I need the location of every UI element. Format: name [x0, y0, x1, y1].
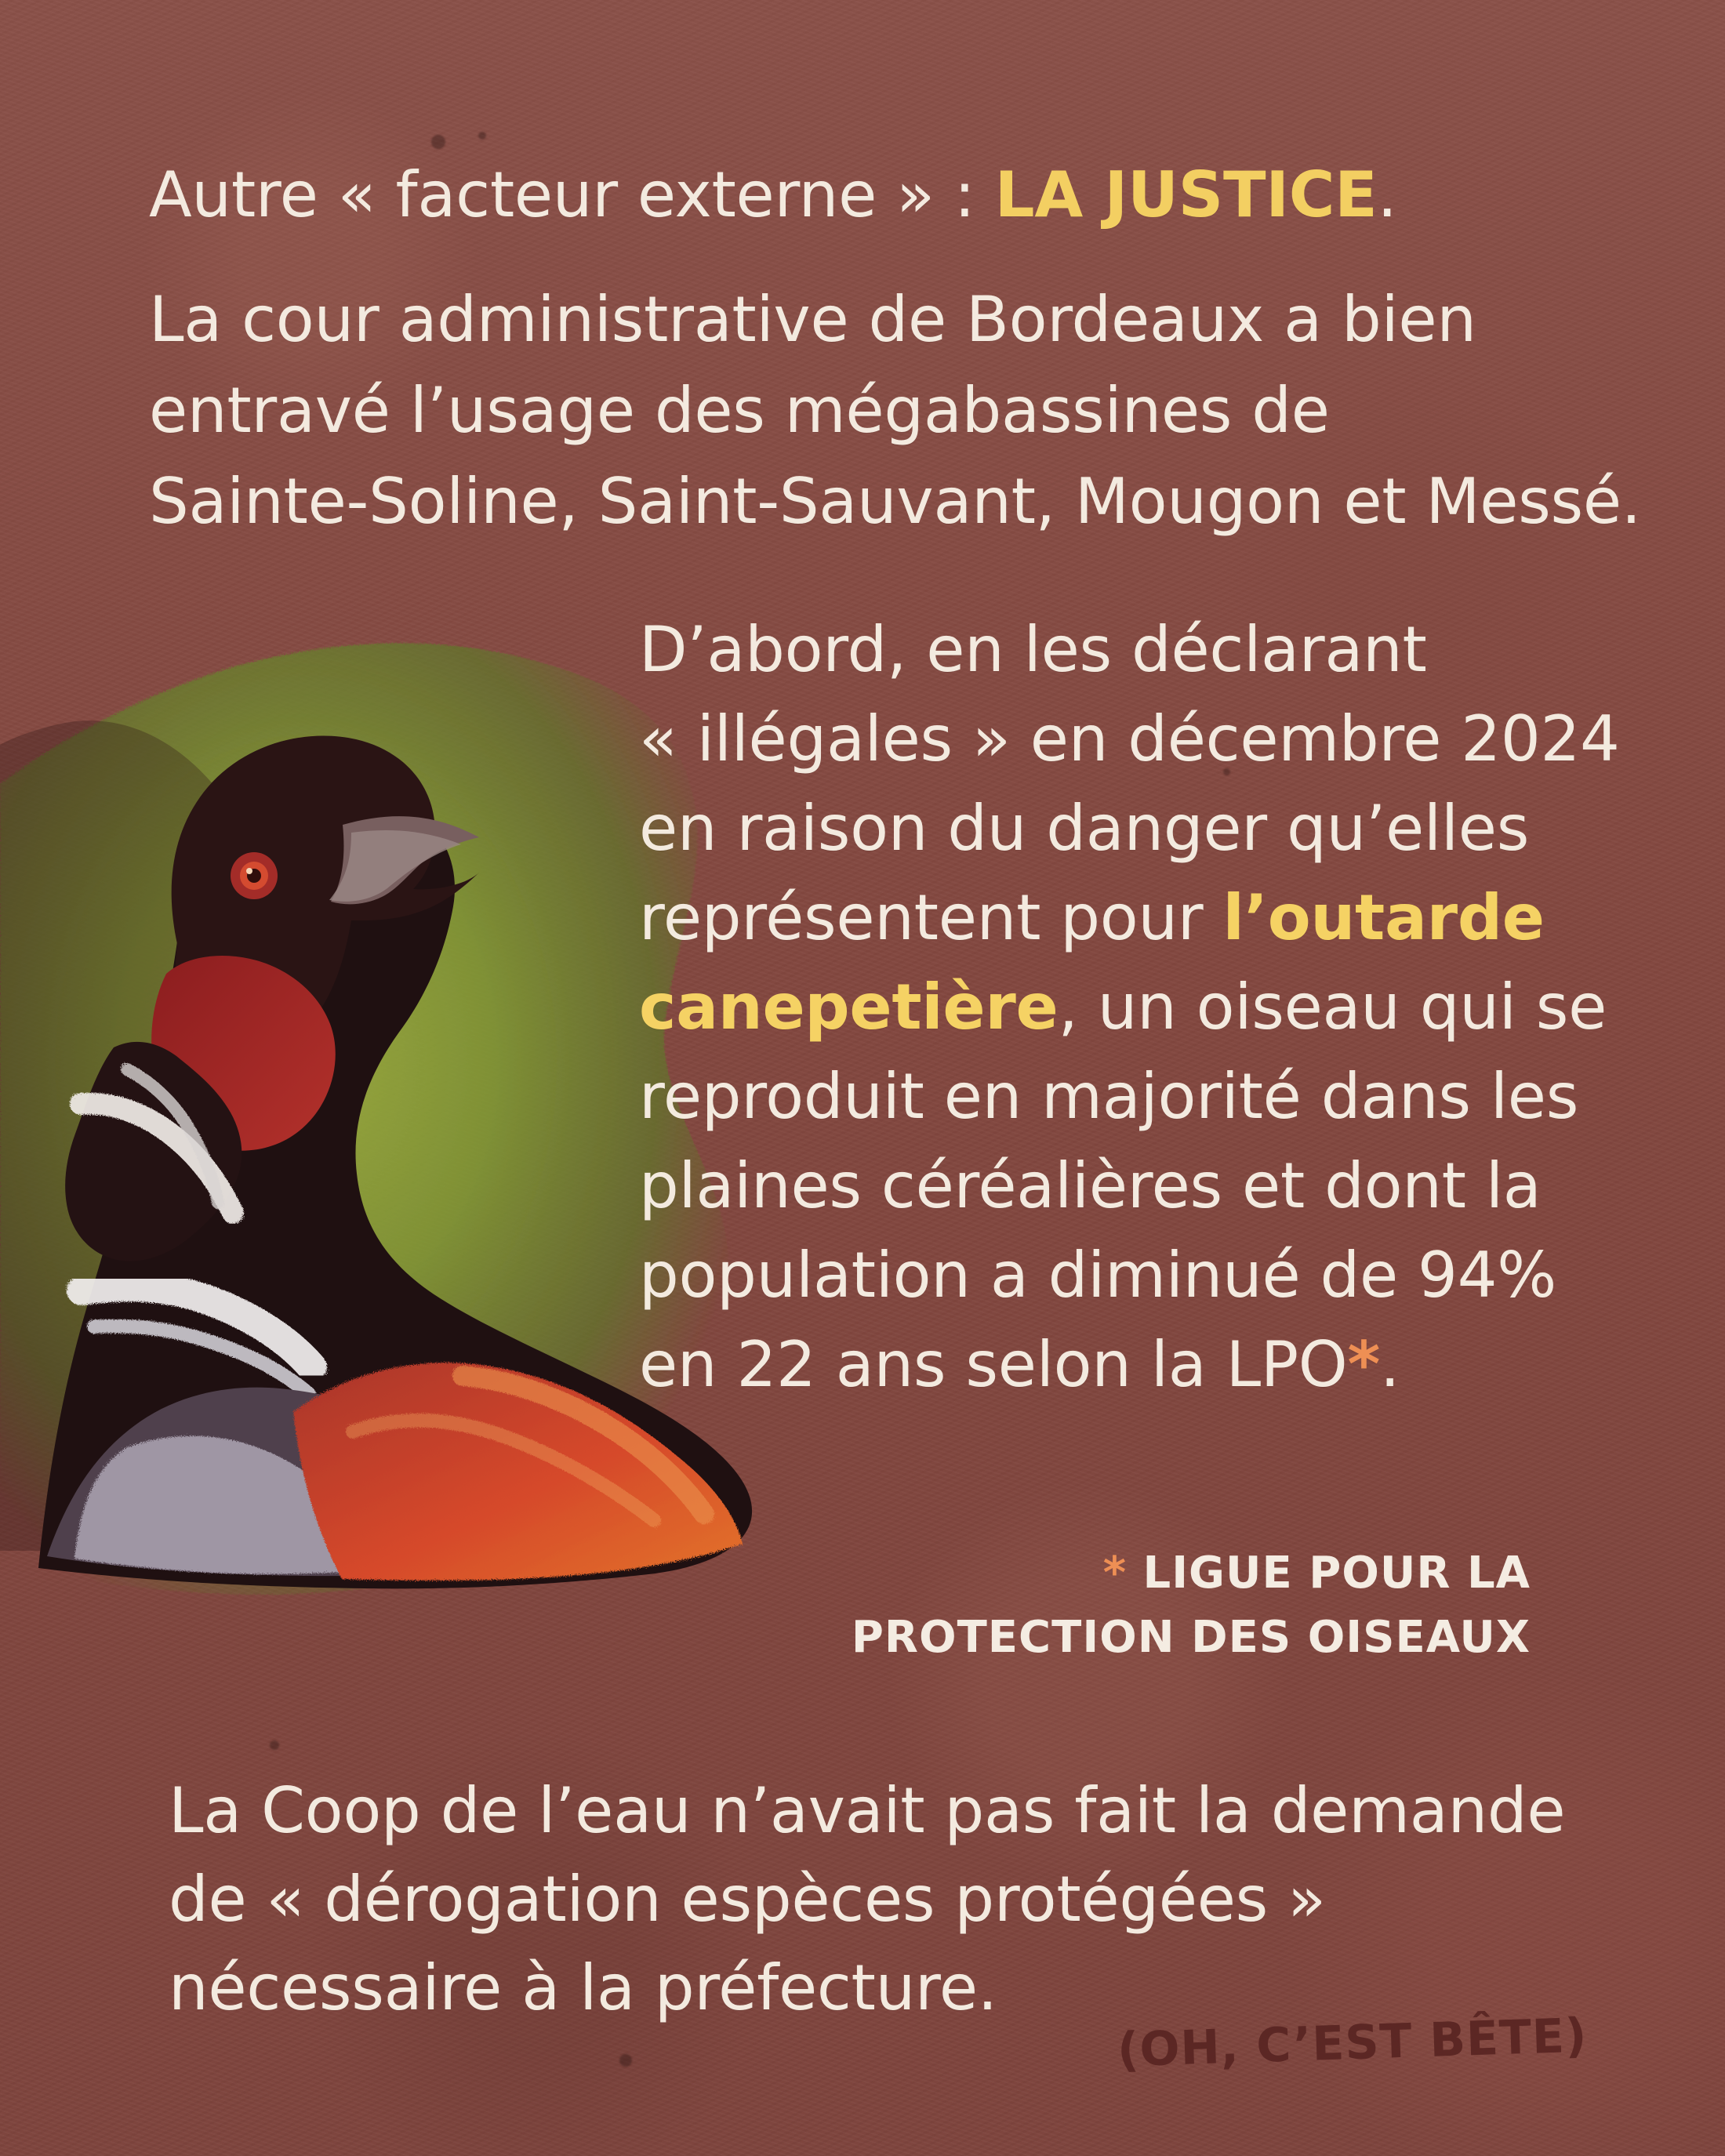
main-line-5	[639, 963, 1651, 1052]
intro-line-1: La cour administrative de Bordeaux a bien	[149, 283, 1476, 356]
main-paragraph	[639, 605, 1651, 1410]
heading-suffix: .	[1377, 158, 1397, 231]
heading-line	[149, 150, 1482, 241]
page-heading	[149, 150, 1482, 241]
main-line-5-suffix: , un oiseau qui se	[1058, 971, 1607, 1044]
closing-line-2: de « dérogation espèces protégées »	[169, 1863, 1326, 1936]
intro-line-3: Sainte-Soline, Saint-Sauvant, Mougon et Messé.	[149, 465, 1641, 538]
bird-name-highlight-part-1: l’outarde	[1222, 881, 1545, 954]
footnote-line-1	[825, 1541, 1531, 1606]
main-line-9-prefix: en 22 ans selon la LPO	[639, 1328, 1348, 1401]
main-line-4-prefix: représentent pour	[639, 881, 1223, 954]
footnote-marker: *	[1347, 1328, 1381, 1401]
footnote	[825, 1541, 1531, 1670]
paper-speck	[431, 135, 445, 149]
footnote-line-1-text: LIGUE POUR LA	[1127, 1548, 1531, 1599]
main-line-4	[639, 873, 1651, 963]
main-line-8: population a diminué de 94%	[639, 1239, 1556, 1312]
footnote-asterisk: *	[1102, 1548, 1128, 1599]
closing-line-3: nécessaire à la préfecture.	[169, 1951, 997, 2024]
main-line-1: D’abord, en les déclarant	[639, 613, 1427, 686]
paper-speck	[270, 1740, 279, 1750]
main-line-9	[639, 1320, 1651, 1410]
heading-prefix: Autre « facteur externe » :	[149, 158, 995, 231]
bird-name-highlight-part-2: canepetière	[639, 971, 1059, 1044]
main-line-9-suffix: .	[1380, 1328, 1400, 1401]
main-line-2: « illégales » en décembre 2024	[639, 702, 1620, 775]
closing-paragraph	[169, 1766, 1658, 2032]
main-line-6: reproduit en majorité dans les	[639, 1060, 1579, 1133]
closing-line-1: La Coop de l’eau n’avait pas fait la demande	[169, 1774, 1566, 1847]
paper-speck	[478, 132, 486, 140]
heading-emphasis: LA JUSTICE	[994, 158, 1378, 231]
footnote-line-2: PROTECTION DES OISEAUX	[851, 1612, 1531, 1663]
aside-comment: (OH, C’EST BÊTE)	[1117, 2008, 1589, 2078]
main-line-3: en raison du danger qu’elles	[639, 792, 1530, 865]
intro-paragraph	[149, 274, 1662, 547]
intro-line-2: entravé l’usage des mégabassines de	[149, 374, 1330, 447]
paper-speck	[619, 2054, 632, 2067]
main-line-7: plaines céréalières et dont la	[639, 1149, 1542, 1222]
